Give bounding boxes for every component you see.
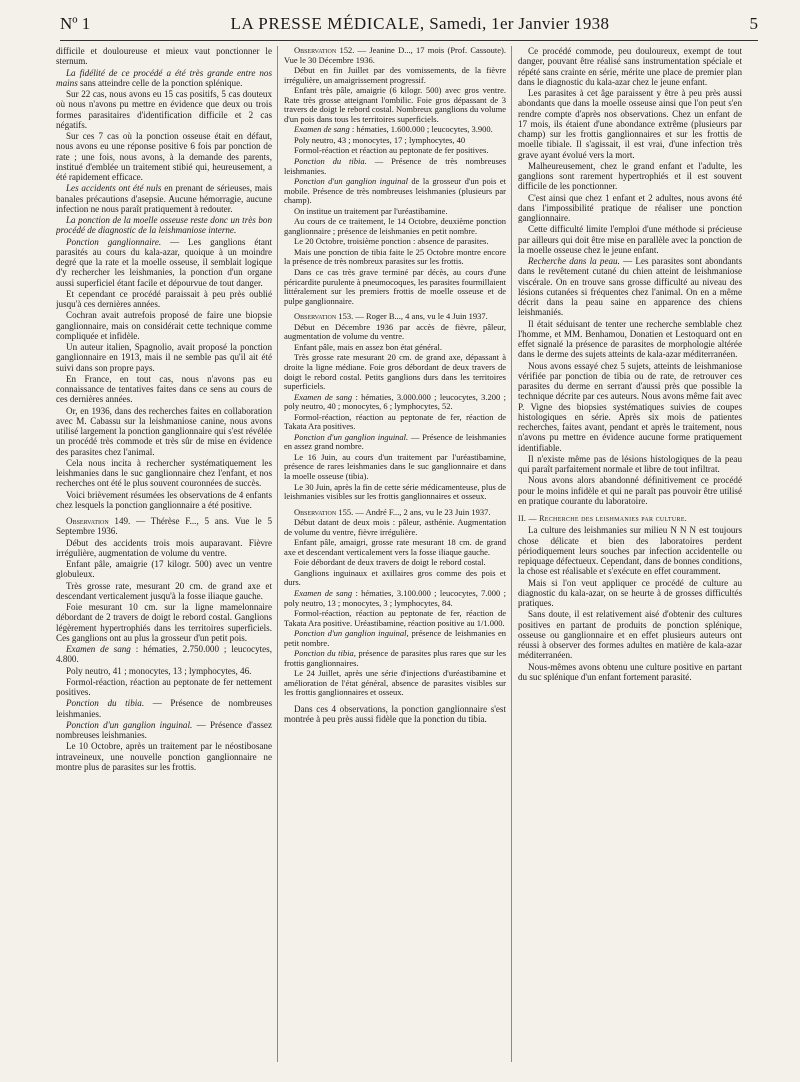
- paragraph: On institue un traitement par l'uréastibamine.: [294, 205, 448, 216]
- section-heading: Ponction ganglionnaire.: [66, 236, 162, 247]
- paragraph: [56, 720, 272, 741]
- text: présence de leishmanies en petit nombre.: [284, 628, 506, 648]
- paragraph: Enfant très pâle, amaigrie (6 kilogr. 500) avec gros ventre. Rate très grosse atteignant l'ombilic. Foie gros dépassant de 3 travers de doigt le rebord costal. Nombreux ganglions du volume d'un pois dans tous les territoires superficiels.: [284, 85, 506, 124]
- paragraph: Le 30 Juin, après la fin de cette série médicamenteuse, plus de leishmanies visibles sur les frottis ganglionnaires et osseux.: [284, 481, 506, 502]
- section-heading: Recherche dans la peau.: [528, 256, 620, 266]
- text: sans atteindre celle de la ponction splénique.: [77, 77, 243, 88]
- paragraph: Le 24 Juillet, après une série d'injections d'uréastibamine et amélioration de l'état général, absence de parasites visibles sur les frottis ganglionnaires et osseux.: [284, 668, 506, 698]
- observation-header: [284, 312, 506, 322]
- paragraph: Foie mesurant 10 cm. sur la ligne mamelonnaire débordant de 2 travers de doigt le rebord costal. Ganglions légèrement hypertrophiés dans les territoires superficiels. Ces ganglions ont au plus la grosseur d'un petit pois.: [56, 602, 272, 643]
- emphasis: Examen de sang: [294, 587, 353, 598]
- emphasis: Ponction d'un ganglion inguinal.: [294, 431, 409, 442]
- text: de la grosseur d'un pois et mobile. Présence de très nombreuses leishmanies (plusieurs par champ).: [284, 176, 506, 206]
- paragraph: Cette difficulté limite l'emploi d'une méthode si précieuse par ailleurs qui doit être mise en parallèle avec la ponction de la moelle osseuse chez le jeune enfant.: [518, 224, 742, 255]
- paragraph: Sans doute, il est relativement aisé d'obtenir des cultures positives en partant de produits de ponction splénique, osseuse ou ganglionnaire et en effet plusieurs auteurs ont réussi à observer des formes adultes en matière de kala-azar méditerranéen.: [518, 609, 742, 661]
- text: : hématies, 1.600.000 ; leucocytes, 3.900.: [349, 124, 493, 135]
- journal-title: LA PRESSE MÉDICALE,: [230, 14, 425, 33]
- paragraph: Enfant pâle, amaigri, grosse rate mesurant 18 cm. de grand axe et descendant verticalement vers la fosse iliaque gauche.: [284, 537, 506, 557]
- paragraph: Début datant de deux mois : pâleur, asthénie. Augmentation de volume du ventre, fièvre irrégulière.: [284, 517, 506, 537]
- paragraph: Nous-mêmes avons obtenu une culture positive en partant du suc splénique d'un enfant fortement parasité.: [518, 661, 742, 682]
- paragraph: Formol-réaction, réaction au peptonate de fer, réaction de Takata Ara positive. Uréastibamine, réaction positive au 1/1.000.: [284, 608, 506, 628]
- paragraph: [56, 644, 272, 665]
- observation-label: Observation 153.: [294, 311, 354, 322]
- text: : hématies, 3.100.000 ; leucocytes, 7.000 ; poly neutro, 13 ; monocytes, 3 ; lymphocytes, 84.: [284, 587, 506, 608]
- column-right: [518, 46, 742, 1076]
- paragraph: Nous avons alors abandonné définitivement ce procédé pour le moins infidèle et qui ne paraît pas pouvoir être utilisé en pratique courante du laboratoire.: [518, 475, 742, 506]
- paragraph: Le 10 Octobre, après un traitement par le néostibosane intraveineux, une nouvelle ponction ganglionnaire ne montre plus de parasites sur les frottis.: [56, 741, 272, 772]
- paragraph: [284, 433, 506, 452]
- paragraph: Sur 22 cas, nous avons eu 15 cas positifs, 5 cas douteux où nous n'avons pu mettre en évidence que deux ou trois formes parasitaires d'identification difficile et 2 cas négatifs.: [56, 89, 272, 130]
- paragraph: Cochran avait autrefois proposé de faire une biopsie ganglionnaire, mais on considérait cette technique comme compliquée et infidèle.: [56, 310, 272, 341]
- emphasis: Ponction du tibia.: [66, 698, 145, 709]
- paragraph: Ganglions inguinaux et axillaires gros comme des pois et durs.: [284, 567, 506, 588]
- column-left: [56, 46, 272, 1076]
- paragraph: [284, 649, 506, 668]
- paragraph: [56, 215, 272, 236]
- paragraph: C'est ainsi que chez 1 enfant et 2 adultes, nous avons été dans l'impossibilité pratique de réaliser une ponction ganglionnaire.: [518, 192, 742, 223]
- paragraph: [56, 237, 272, 288]
- paragraph: Dans ces 4 observations, la ponction ganglionnaire s'est montrée à peu près aussi fidèle que la ponction du tibia.: [284, 704, 506, 725]
- paragraph: Or, en 1936, dans des recherches faites en collaboration avec M. Cabassu sur la leishmaniose canine, nous avons utilisé largement la ponction ganglionnaire qui s'est révélée un procédé très commode et très sûr de mise en évidence des parasites chez l'animal.: [56, 405, 272, 457]
- text: présence de parasites plus rares que sur les frottis ganglionnaires.: [284, 648, 506, 668]
- paragraph: Début en fin Juillet par des vomissements, de la fièvre irrégulière, un amaigrissement progressif.: [284, 65, 506, 85]
- paragraph: Il était séduisant de tenter une recherche semblable chez l'homme, et MM. Benhamou, Donatien et Lestoquard ont en effet signalé la présence de parasites de morphologie altérée dans le derme des sujets atteints de kala-azar méditerranéen.: [518, 318, 742, 360]
- emphasis: Examen de sang: [294, 391, 353, 402]
- observation-header: [284, 46, 506, 65]
- paragraph: En France, en tout cas, nous n'avons pas eu connaissance de tentatives faites dans ce sens au cours de ces dernières années.: [56, 373, 272, 405]
- text: — Les parasites sont abondants dans le revêtement cutané du chien atteint de leishmaniose viscérale. On en trouve sans grosse difficulté au niveau des lésions cutanées si fréquentes chez l'animal. On en a même décrit dans la peau saine en apparence des chiens leishmaniés.: [518, 256, 742, 318]
- paragraph: Il n'existe même pas de lésions histologiques de la peau qui paraît parfaitement normale et libre de tout infiltrat.: [518, 453, 742, 474]
- emphasis: Ponction du tibia.: [294, 156, 367, 167]
- paragraph: [56, 183, 272, 214]
- paragraph: [284, 125, 506, 135]
- paragraph: Début en Décembre 1936 par accès de fièvre, pâleur, augmentation de volume du ventre.: [284, 321, 506, 342]
- emphasis: Les accidents ont été nuls: [66, 183, 162, 194]
- paragraph: Formol-réaction, réaction au peptonate de fer nettement positives.: [56, 676, 272, 697]
- paragraph: Formol-réaction et réaction au peptonate de fer positives.: [294, 145, 489, 156]
- paragraph: Formol-réaction, réaction au peptonate de fer, réaction de Takata Ara positives.: [284, 411, 506, 432]
- paragraph: [284, 177, 506, 206]
- column-middle: [284, 46, 506, 1076]
- paragraph: Malheureusement, chez le grand enfant et l'adulte, les ganglions sont rarement hypertrophiés et il est souvent difficile de les ponctionner.: [518, 160, 742, 192]
- observation-header: [56, 516, 272, 537]
- observation-label: Observation 152.: [294, 46, 355, 55]
- paragraph: Au cours de ce traitement, le 14 Octobre, deuxième ponction ganglionnaire ; présence de leishmanies en petit nombre.: [284, 216, 506, 236]
- paragraph: Début des accidents trois mois auparavant. Fièvre irrégulière, augmentation de volume du ventre.: [56, 537, 272, 558]
- emphasis: Examen de sang: [66, 644, 131, 654]
- emphasis: Ponction d'un ganglion inguinal.: [66, 719, 193, 730]
- emphasis: Ponction d'un ganglion inguinal,: [294, 628, 409, 639]
- paragraph: Mais si l'on veut appliquer ce procédé de culture au diagnostic du kala-azar, on se heurte à de grosses difficultés pratiques.: [518, 577, 742, 608]
- emphasis: Ponction du tibia,: [294, 648, 356, 659]
- paragraph: Foie débordant de deux travers de doigt le rebord costal.: [294, 557, 486, 568]
- paragraph: [284, 629, 506, 648]
- text: — André F..., 2 ans, vu le 23 Juin 1937.: [353, 506, 491, 517]
- paragraph: La culture des leishmanies sur milieu N N N est toujours chose délicate et bien des laboratoires perdent périodiquement leurs souches par infection accidentelle ou repiquage défectueux. Cependant, dans de bonnes conditions, la chose est réalisable et s'exécute en effet couramment.: [518, 525, 742, 577]
- text: — Thérèse F..., 5 ans. Vue le 5 Septembre 1936.: [56, 516, 272, 537]
- paragraph: [56, 68, 272, 89]
- paragraph: Nous avons essayé chez 5 sujets, atteints de leishmaniose vérifiée par ponction de tibia ou de rate, de retrouver ces parasites du derme en serrant d'aussi près que possible la technique décrite par ces auteurs. Nous avons même fait avec P. Vigne des biopsies systématiques suivies de coupes histologiques en série. Après six mois de patientes recherches, faites avant, pendant et après le traitement, nous n'avons pu mettre en évidence aucune forme pratiquement identifiable.: [518, 360, 742, 453]
- text: : hématies, 3.000.000 ; leucocytes, 3.200 ; poly neutro, 40 ; monocytes, 6 ; lymphocytes, 52.: [284, 391, 506, 412]
- paragraph: Cela nous incita à rechercher systématiquement les leishmanies dans le suc ganglionnaire chez l'enfant, et nos recherches ont été le plus souvent couronnées de succès.: [56, 457, 272, 489]
- paragraph: [284, 393, 506, 412]
- paragraph: Poly neutro, 41 ; monocytes, 13 ; lymphocytes, 46.: [66, 665, 252, 676]
- text: — Présence de leishmanies en assez grand nombre.: [284, 431, 506, 452]
- paragraph: Le 20 Octobre, troisième ponction : absence de parasites.: [294, 236, 489, 247]
- text: — Présence d'assez nombreuses leishmanies.: [56, 719, 272, 740]
- text: — Roger B..., 4 ans, vu le 4 Juin 1937.: [353, 311, 488, 322]
- text: : hématies, 2.750.000 ; leucocytes, 4.800.: [56, 644, 272, 665]
- column-rule: [511, 46, 512, 1062]
- text: en prenant de sérieuses, mais banales précautions d'asepsie. Aucune hémorragie, aucune infection ne nous paraît pratiquement à redouter.: [56, 183, 272, 214]
- paragraph: Mais une ponction de tibia faite le 25 Octobre montre encore la présence de très nombreux parasites sur les frottis.: [284, 246, 506, 267]
- paragraph: Sur ces 7 cas où la ponction osseuse était en défaut, nous avons eu une réponse positive 6 fois par ponction de rate ; une fois, nous avons, à la demande des parents, institué d'emblée un traitement stibié qui, heureusement, a été rapidement efficace.: [56, 131, 272, 182]
- emphasis: Examen de sang: [294, 124, 350, 135]
- issue-date: Samedi, 1er Janvier 1938: [429, 14, 610, 33]
- journal-masthead: [231, 14, 610, 34]
- observation-label: Observation 155.: [294, 506, 354, 517]
- emphasis: La ponction de la moelle osseuse reste donc un très bon procédé de diagnostic de la leishmaniose interne.: [56, 215, 272, 236]
- text: — Présence de nombreuses leishmanies.: [56, 698, 272, 719]
- page-number: 5: [749, 14, 758, 33]
- paragraph: Voici brièvement résumées les observations de 4 enfants chez lesquels la ponction ganglionnaire a été positive.: [56, 489, 272, 510]
- paragraph: Dans ce cas très grave terminé par décès, au cours d'une péricardite purulente à pneumocoques, les parasites fourmillaient littéralement sur les premiers frottis de moelle osseuse et de pulpe ganglionnaire.: [284, 267, 506, 306]
- paragraph: [56, 698, 272, 719]
- paragraph: [518, 256, 742, 318]
- text: — Présence de très nombreuses leishmanies.: [284, 156, 506, 176]
- text: — Les ganglions étant parasités au cours du kala-azar, quoique à un moindre degré que la rate et la moelle osseuse, il semblait logique d'y rechercher les leishmanies, la ponction d'un organe aussi superficiel étant facile et dépourvue de tout danger.: [56, 236, 272, 288]
- emphasis: Ponction d'un ganglion inguinal: [294, 176, 409, 187]
- paragraph: Un auteur italien, Spagnolio, avait proposé la ponction ganglionnaire en 1913, mais il ne semble pas qu'il ait été suivi dans son propre pays.: [56, 342, 272, 373]
- text: — Jeanine D..., 17 mois (Prof. Cassoute). Vue le 30 Décembre 1936.: [284, 46, 506, 65]
- paragraph: difficile et douloureuse et mieux vaut ponctionner le sternum.: [56, 46, 272, 67]
- emphasis: La fidélité de ce procédé a été très grande entre nos mains: [56, 67, 272, 88]
- observation-label: Observation 149.: [66, 516, 131, 526]
- paragraph: Les parasites à cet âge paraissent y être à peu près aussi abondants que dans la moelle osseuse ainsi que l'on peut s'en rendre compte d'après nos observations. Chez un enfant de 17 mois, ils étaient d'une abondance extrême (plusieurs par champ) sur les frottis ganglionnaires et sur les frottis de moelle tibiale. Il s'agissait, il est vrai, d'une infection très grave ayant évolué vers la mort.: [518, 88, 742, 160]
- paragraph: Enfant pâle, mais en assez bon état général.: [294, 341, 442, 352]
- paragraph: Très grosse rate mesurant 20 cm. de grand axe, dépassant à droite la ligne médiane. Foie gros débordant de deux travers de doigt le rebord costal. Petits ganglions durs dans les territoires superficiels.: [284, 352, 506, 392]
- issue-number: Nº 1: [60, 14, 91, 33]
- observation-header: [284, 508, 506, 518]
- paragraph: [284, 157, 506, 176]
- paragraph: Très grosse rate, mesurant 20 cm. de grand axe et descendant verticalement jusqu'à la fosse iliaque gauche.: [56, 580, 272, 601]
- page-header: [60, 14, 758, 41]
- column-rule: [277, 46, 278, 1062]
- paragraph: Et cependant ce procédé paraissait à peu près oublié jusqu'à ces dernières années.: [56, 288, 272, 309]
- paragraph: Enfant pâle, amaigrie (17 kilogr. 500) avec un ventre globuleux.: [56, 559, 272, 580]
- paragraph: Poly neutro, 43 ; monocytes, 17 ; lymphocytes, 40: [294, 134, 466, 145]
- paragraph: Ce procédé commode, peu douloureux, exempt de tout danger, pouvant être réalisé sans instrumentation spéciale et répété sans crainte en série, mérite une place de premier plan dans le diagnostic du kala-azar chez le jeune enfant.: [518, 46, 742, 87]
- section-title: II. — Recherche des leishmanies par culture.: [518, 514, 688, 523]
- paragraph: [284, 589, 506, 608]
- paragraph: Le 16 Juin, au cours d'un traitement par l'uréastibamine, présence de rares leishmanies dans le suc ganglionnaire et dans la moelle osseuse (tibia).: [284, 451, 506, 481]
